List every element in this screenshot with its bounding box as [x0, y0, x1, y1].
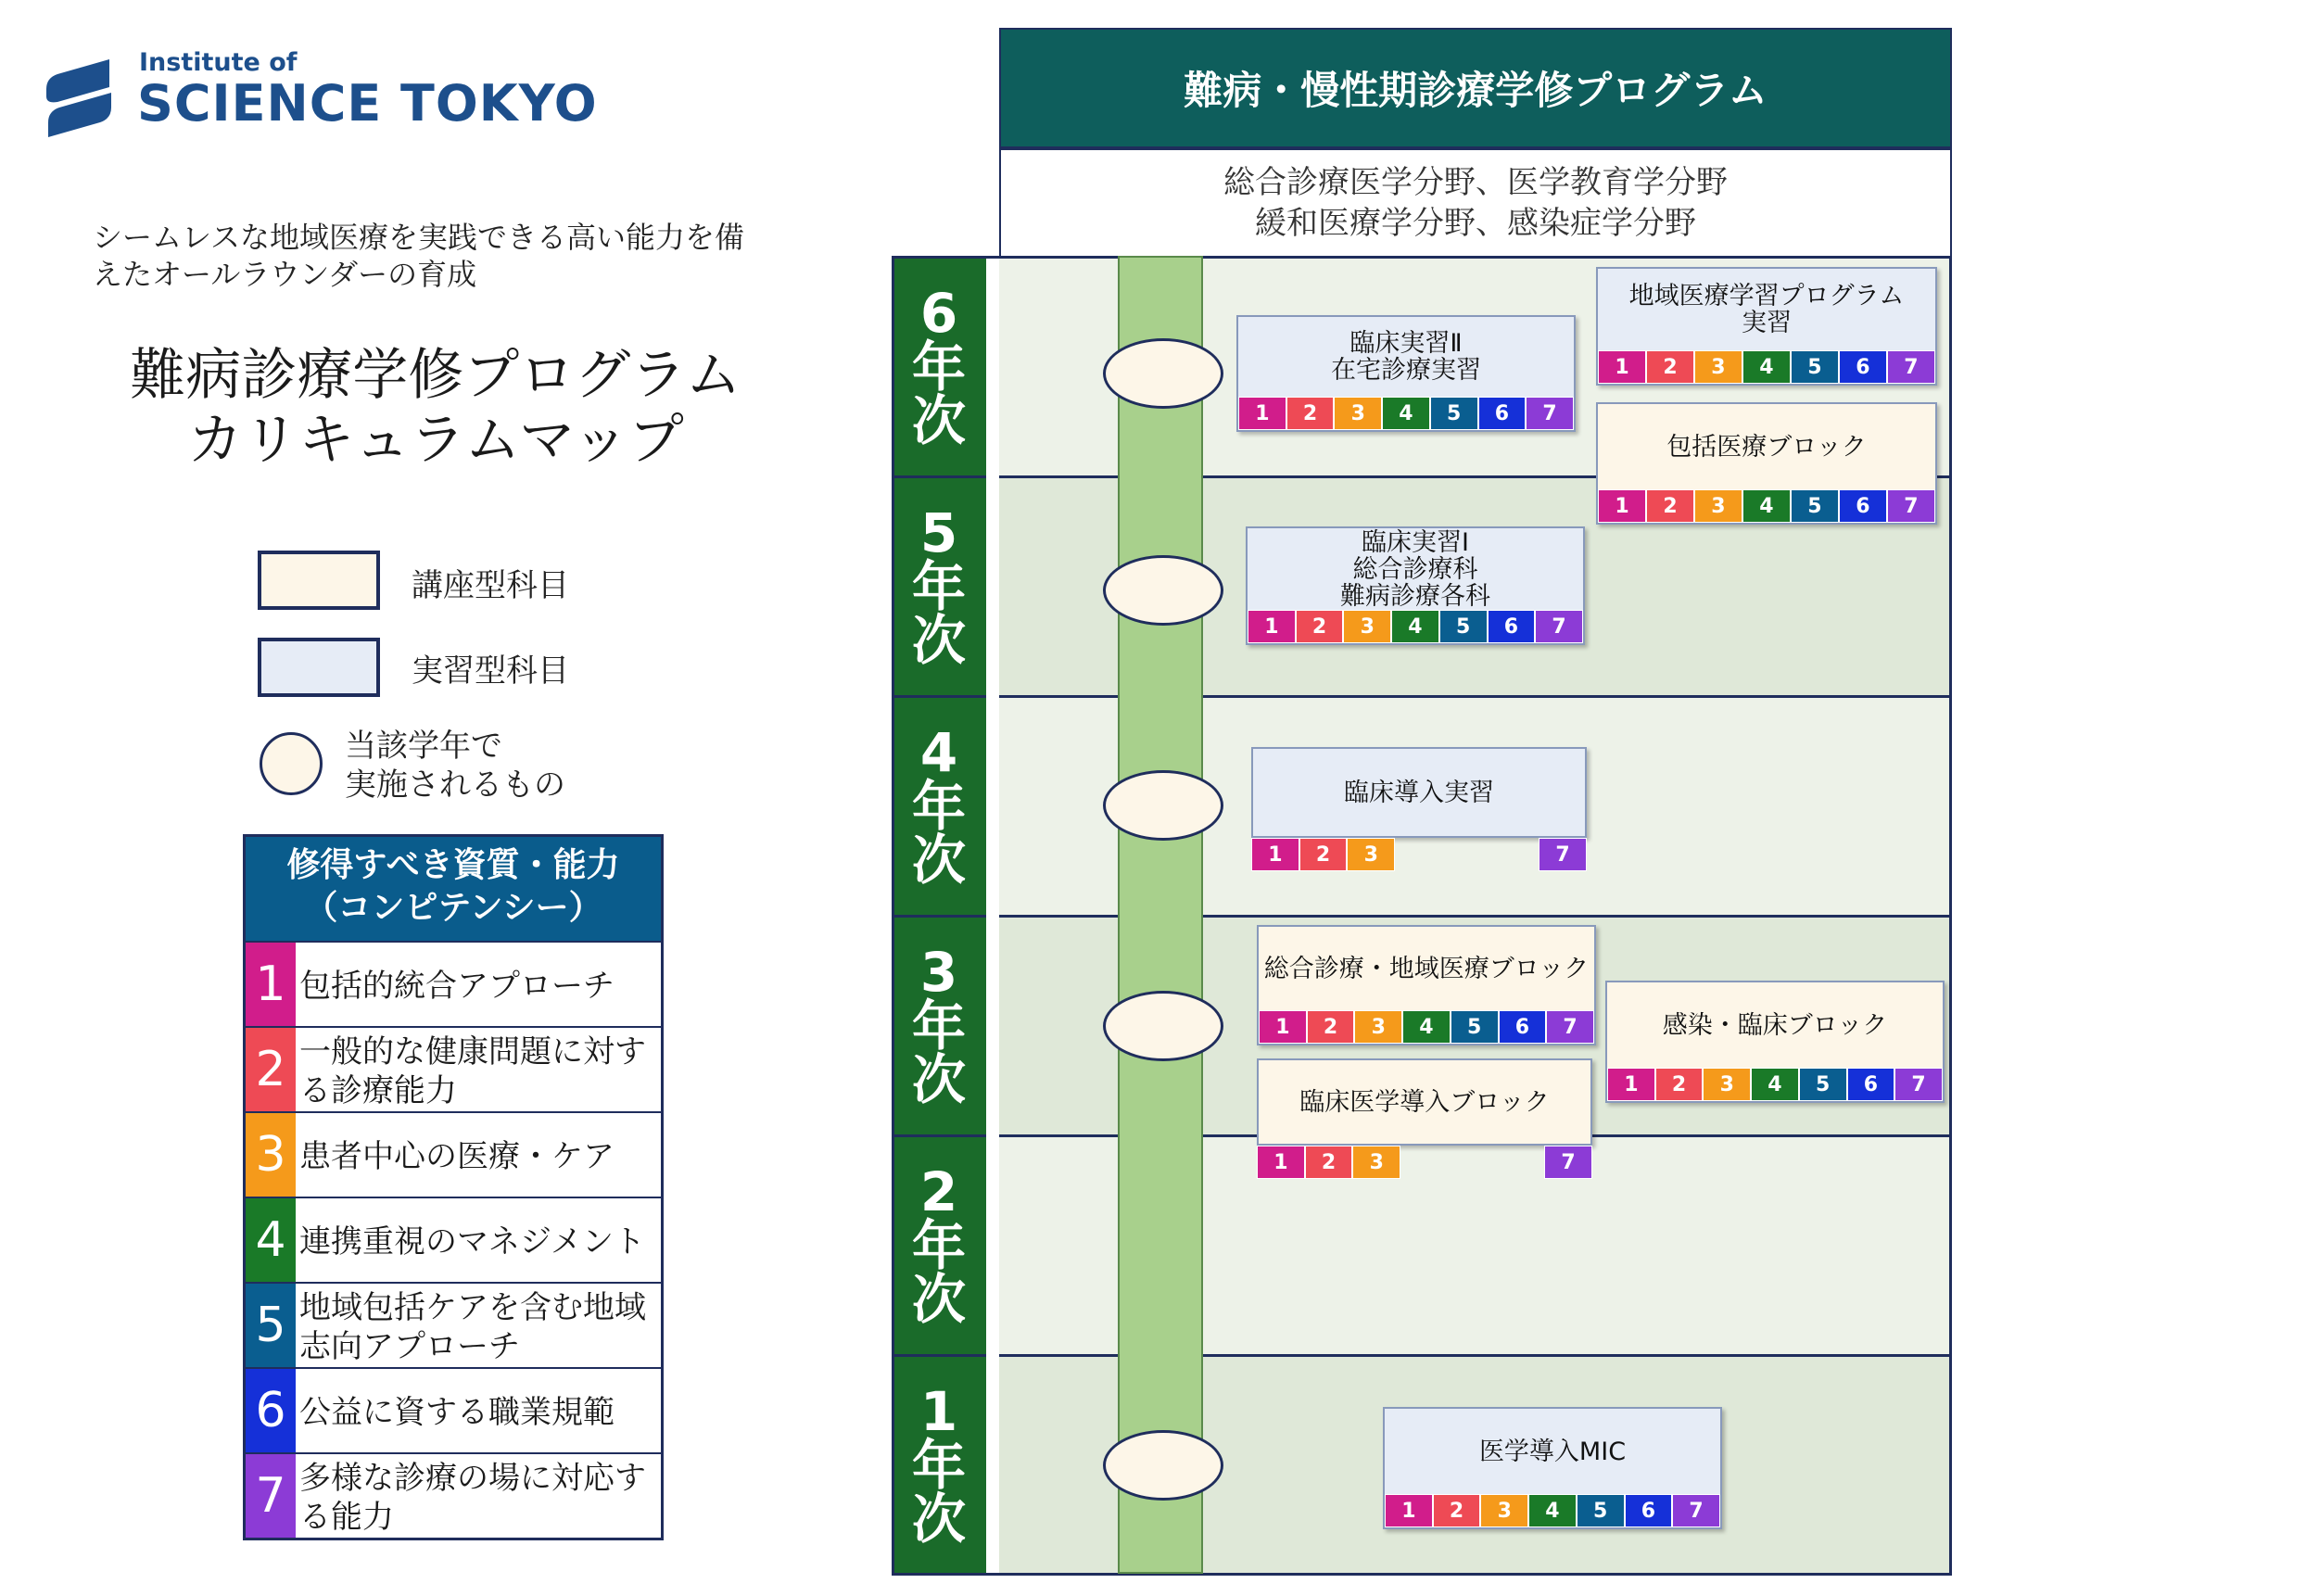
competency-cell-2: 2 [1655, 1068, 1704, 1101]
competency-label: 一般的な健康問題に対する診療能力 [299, 1033, 646, 1109]
competency-cell-3: 3 [1354, 1010, 1402, 1044]
competency-cell-5: 5 [1451, 1010, 1499, 1044]
page-title-line1: 難病診療学修プログラム [130, 343, 741, 408]
competency-cell-7: 7 [1546, 1010, 1594, 1044]
course-name [1257, 1058, 1592, 1146]
competency-rows [246, 941, 661, 1538]
competency-row [246, 1197, 661, 1282]
year-label-suffix2: 次 [911, 1268, 966, 1331]
competency-cell-empty [1443, 838, 1491, 871]
course-box [1383, 1407, 1722, 1529]
competency-cell-2: 2 [1299, 838, 1348, 871]
competency-cell-3: 3 [1347, 838, 1395, 871]
year-label-suffix2: 次 [911, 829, 966, 892]
competency-cell-1: 1 [1607, 1068, 1655, 1101]
competency-cell-3: 3 [1703, 1068, 1751, 1101]
year-label-suffix1: 年 [911, 775, 966, 838]
program-fields-line2: 緩和医療学分野、感染症学分野 [1255, 205, 1696, 242]
competency-row [246, 941, 661, 1026]
competency-label: 包括的統合アプローチ [299, 968, 615, 1005]
competency-cell-6: 6 [1499, 1010, 1547, 1044]
competency-cells [1259, 1010, 1594, 1044]
competency-cell-1: 1 [1251, 838, 1299, 871]
competency-cell-1: 1 [1598, 350, 1646, 384]
year-marker-oval [1103, 338, 1223, 409]
competency-number: 6 [246, 1369, 296, 1452]
competency-cell-7: 7 [1887, 350, 1935, 384]
logo-mark-icon [44, 56, 113, 141]
competency-cell-2: 2 [1286, 397, 1335, 430]
program-subtitle: シームレスな地域医療を実践できる高い能力を備えたオールラウンダーの育成 [93, 220, 745, 292]
competency-cell-6: 6 [1478, 397, 1527, 430]
competency-cell-2: 2 [1433, 1494, 1481, 1527]
competency-row [246, 1367, 661, 1452]
competency-cell-5: 5 [1577, 1494, 1625, 1527]
course-box [1246, 526, 1585, 645]
competency-cells [1257, 1146, 1592, 1179]
course-box [1605, 981, 1945, 1103]
program-fields-line1: 総合診療医学分野、医学教育学分野 [1223, 164, 1728, 201]
course-box [1251, 747, 1587, 871]
year-label-num: 6 [919, 282, 958, 345]
course-name [1598, 404, 1935, 489]
competency-cell-3: 3 [1334, 397, 1382, 430]
competency-cell-empty [1491, 838, 1539, 871]
course-name-line: 臨床医学導入ブロック [1299, 1087, 1550, 1117]
competency-cell-4: 4 [1742, 489, 1791, 523]
competency-cell-7: 7 [1526, 397, 1574, 430]
year-label-num: 4 [919, 721, 958, 784]
competency-cell-3: 3 [1694, 350, 1742, 384]
course-name [1251, 747, 1587, 838]
year-marker-oval [1103, 770, 1223, 841]
legend-practice-label: 実習型科目 [412, 652, 569, 690]
competency-number: 5 [246, 1284, 296, 1367]
course-box [1596, 402, 1937, 525]
competency-cell-5: 5 [1430, 397, 1478, 430]
year-label-suffix1: 年 [911, 1214, 966, 1277]
legend-lecture-label: 講座型科目 [412, 567, 569, 604]
year-label-num: 3 [919, 941, 958, 1004]
course-name-line: 難病診療各科 [1340, 581, 1490, 611]
logo-text-institute: Institute of [139, 48, 298, 77]
legend-lecture-swatch [258, 551, 380, 610]
competency-cells [1607, 1068, 1943, 1101]
year-label-suffix2: 次 [911, 389, 966, 452]
logo-text-science-tokyo: SCIENCE TOKYO [137, 74, 598, 133]
course-name-line: 地域医療学習プログラム [1628, 282, 1905, 310]
year-label-suffix2: 次 [911, 1048, 966, 1111]
program-fields [999, 148, 1952, 258]
competency-cell-2: 2 [1305, 1146, 1353, 1179]
competency-label: 地域包括ケアを含む地域志向アプローチ [299, 1289, 646, 1365]
competency-cell-6: 6 [1488, 610, 1536, 643]
competency-cell-5: 5 [1791, 489, 1839, 523]
course-box [1596, 267, 1937, 386]
course-name [1598, 269, 1935, 350]
competency-title-line2: （コンピテンシー） [304, 889, 602, 927]
course-name [1607, 982, 1943, 1068]
course-name-line: 総合診療科 [1352, 554, 1478, 584]
competency-label: 多様な診療の場に対応する能力 [299, 1460, 646, 1536]
year-marker-oval [1103, 1430, 1223, 1501]
competency-cell-6: 6 [1839, 489, 1887, 523]
page-title-line2: カリキュラムマップ [187, 408, 684, 473]
course-name [1385, 1409, 1720, 1494]
competency-cell-6: 6 [1625, 1494, 1673, 1527]
course-name-line: 医学導入MIC [1478, 1437, 1627, 1466]
timeline-bar [1118, 256, 1203, 1574]
course-box [1236, 315, 1576, 432]
competency-cell-6: 6 [1839, 350, 1887, 384]
competency-label: 連携重視のマネジメント [299, 1223, 645, 1260]
page-title [93, 343, 779, 473]
competency-cell-1: 1 [1238, 397, 1286, 430]
competency-cells [1385, 1494, 1720, 1527]
course-name-line: 臨床導入実習 [1344, 778, 1494, 807]
legend-circle-label [345, 727, 565, 804]
competency-cell-empty [1497, 1146, 1545, 1179]
competency-cell-2: 2 [1646, 489, 1694, 523]
competency-cell-4: 4 [1402, 1010, 1451, 1044]
competency-label: 患者中心の医療・ケア [299, 1138, 615, 1175]
competency-cell-5: 5 [1439, 610, 1488, 643]
competency-cell-2: 2 [1296, 610, 1344, 643]
course-name [1238, 317, 1574, 397]
competency-table-header [246, 837, 661, 941]
competency-table [243, 834, 664, 1540]
course-name-line: 臨床実習Ⅰ [1362, 527, 1469, 557]
competency-cells [1248, 610, 1583, 643]
year-label-suffix2: 次 [911, 1488, 966, 1551]
competency-number: 7 [246, 1454, 296, 1538]
year-label-num: 5 [919, 501, 958, 564]
competency-cell-6: 6 [1847, 1068, 1895, 1101]
competency-number: 3 [246, 1113, 296, 1197]
competency-number: 2 [246, 1028, 296, 1111]
competency-cells [1238, 397, 1574, 430]
competency-cell-1: 1 [1259, 1010, 1307, 1044]
course-name-line: 総合診療・地域医療ブロック [1263, 954, 1590, 983]
legend-practice-swatch [258, 638, 380, 697]
competency-cells [1598, 350, 1935, 384]
competency-cell-5: 5 [1799, 1068, 1847, 1101]
competency-cell-4: 4 [1742, 350, 1791, 384]
year-marker-oval [1103, 991, 1223, 1061]
competency-cell-7: 7 [1672, 1494, 1720, 1527]
competency-title-line1: 修得すべき資質・能力 [286, 846, 620, 884]
year-label-num: 2 [919, 1160, 958, 1223]
competency-cell-3: 3 [1694, 489, 1742, 523]
course-name [1248, 528, 1583, 610]
year-label-num: 1 [919, 1380, 958, 1443]
competency-cell-7: 7 [1535, 610, 1583, 643]
year-label-suffix2: 次 [911, 609, 966, 672]
legend-circle-swatch [260, 732, 323, 795]
competency-cell-empty [1395, 838, 1443, 871]
year-label-suffix1: 年 [911, 555, 966, 618]
legend-circle-label-line2: 実施されるもの [345, 766, 565, 804]
competency-cells [1598, 489, 1935, 523]
competency-row [246, 1111, 661, 1197]
competency-cell-3: 3 [1480, 1494, 1528, 1527]
competency-cell-4: 4 [1528, 1494, 1577, 1527]
competency-cell-7: 7 [1887, 489, 1935, 523]
competency-cell-2: 2 [1307, 1010, 1355, 1044]
competency-cells [1251, 838, 1587, 871]
year-label-suffix1: 年 [911, 1434, 966, 1497]
competency-cell-4: 4 [1751, 1068, 1799, 1101]
competency-cell-empty [1449, 1146, 1497, 1179]
competency-cell-7: 7 [1544, 1146, 1592, 1179]
course-name-line: 実習 [1742, 309, 1792, 337]
competency-number: 1 [246, 943, 296, 1026]
competency-cell-4: 4 [1382, 397, 1430, 430]
competency-row [246, 1452, 661, 1538]
competency-cell-3: 3 [1343, 610, 1391, 643]
competency-cell-1: 1 [1598, 489, 1646, 523]
competency-cell-1: 1 [1248, 610, 1296, 643]
year-label-suffix1: 年 [911, 994, 966, 1058]
course-name-line: 在宅診療実習 [1331, 356, 1481, 385]
competency-cell-2: 2 [1646, 350, 1694, 384]
legend-circle-label-line1: 当該学年で [345, 728, 502, 765]
competency-cell-empty [1400, 1146, 1449, 1179]
program-title: 難病・慢性期診療学修プログラム [999, 28, 1952, 148]
course-box [1257, 925, 1596, 1045]
competency-row [246, 1026, 661, 1111]
competency-cell-1: 1 [1257, 1146, 1305, 1179]
course-name-line: 感染・臨床ブロック [1662, 1010, 1888, 1040]
competency-label: 公益に資する職業規範 [299, 1394, 615, 1431]
competency-cell-5: 5 [1791, 350, 1839, 384]
course-name-line: 臨床実習Ⅱ [1349, 329, 1463, 358]
competency-cell-7: 7 [1894, 1068, 1943, 1101]
course-name-line: 包括医療ブロック [1666, 432, 1867, 462]
competency-cell-4: 4 [1391, 610, 1439, 643]
course-name [1259, 927, 1594, 1010]
competency-row [246, 1282, 661, 1367]
competency-cell-7: 7 [1539, 838, 1587, 871]
year-label-suffix1: 年 [911, 336, 966, 399]
competency-number: 4 [246, 1198, 296, 1282]
competency-cell-1: 1 [1385, 1494, 1433, 1527]
course-box [1257, 1058, 1592, 1179]
competency-cell-3: 3 [1352, 1146, 1400, 1179]
year-marker-oval [1103, 555, 1223, 626]
